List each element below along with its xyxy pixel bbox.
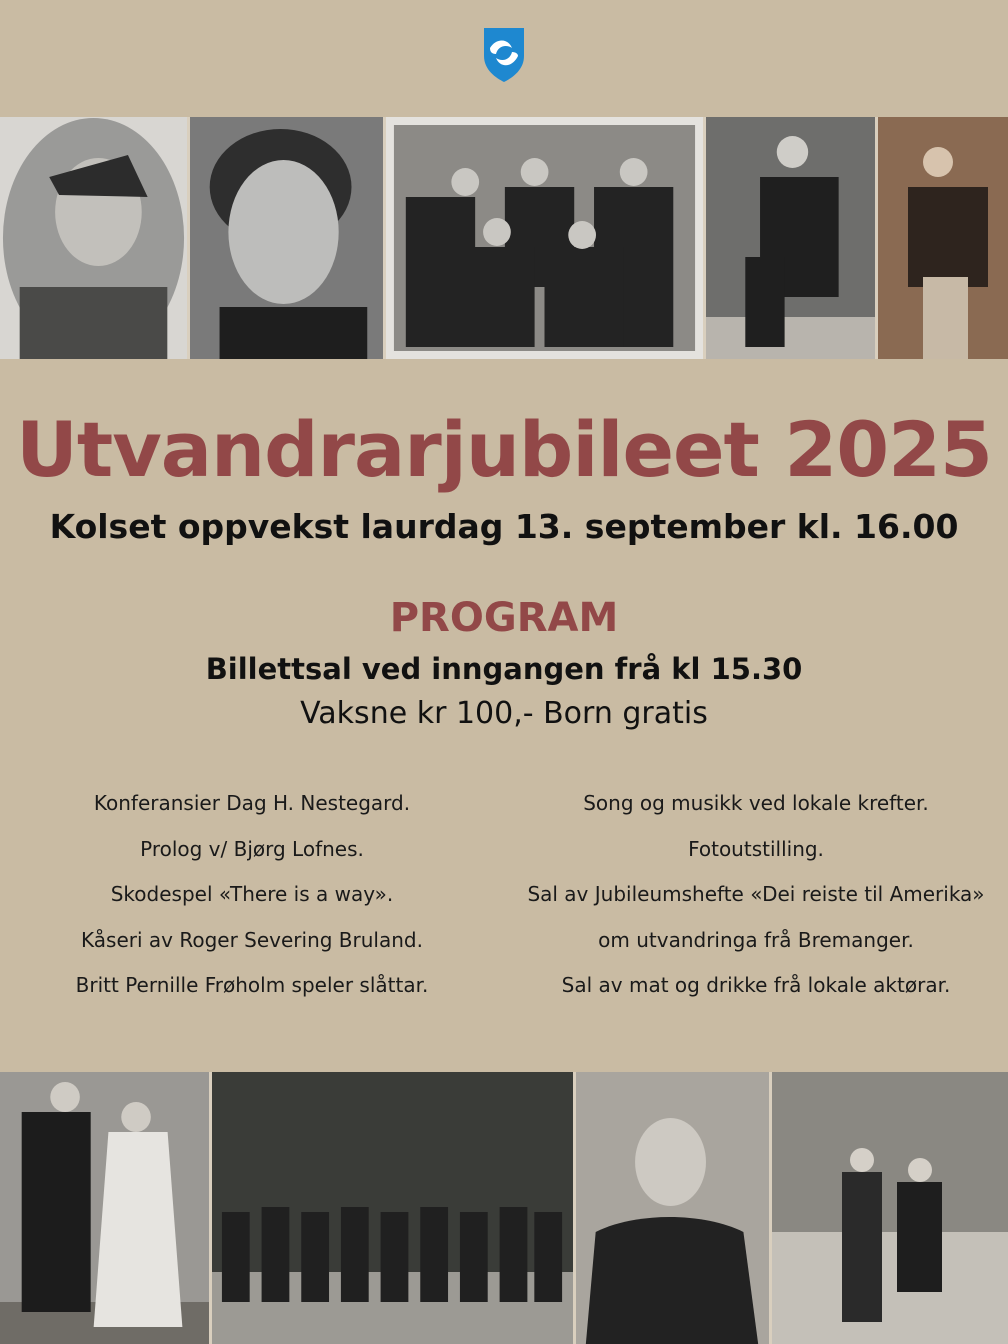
program-item: Sal av mat og drikke frå lokale aktørar. <box>561 973 951 997</box>
photo-soldier-portrait <box>0 117 190 359</box>
bottom-photo-strip <box>0 1072 1008 1344</box>
program-list-right <box>504 788 1008 1016</box>
program-item: Konferansier Dag H. Nestegard. <box>93 791 411 815</box>
program-item: om utvandringa frå Bremanger. <box>598 927 914 952</box>
photo-seated-man <box>706 117 878 359</box>
photo-large-group-outdoors <box>212 1072 576 1344</box>
program-item: Sal av Jubileumshefte «Dei reiste til Amerika» <box>527 882 985 906</box>
event-subtitle: Kolset oppvekst laurdag 13. september kl. 16.00 <box>49 507 959 546</box>
photo-wedding-couple <box>0 1072 212 1344</box>
municipal-crest-icon <box>482 26 526 84</box>
program-item: Fotoutstilling. <box>688 836 824 861</box>
ticket-info: Billettsal ved inngangen frå kl 15.30 <box>205 652 803 686</box>
program-item: Kåseri av Roger Severing Bruland. <box>81 927 423 952</box>
program-item: Britt Pernille Frøholm speler slåttar. <box>75 973 429 997</box>
photo-standing-man-brick-wall <box>878 117 1008 359</box>
top-photo-strip <box>0 117 1008 359</box>
price-info: Vaksne kr 100,- Born gratis <box>300 696 708 731</box>
program-item: Prolog v/ Bjørg Lofnes. <box>140 836 364 861</box>
event-title: Utvandrarjubileet 2025 <box>16 405 992 494</box>
photo-group-of-men <box>386 117 706 359</box>
photo-young-man <box>576 1072 772 1344</box>
program-heading: PROGRAM <box>389 595 619 641</box>
program-list-left <box>0 788 504 1016</box>
program-item: Song og musikk ved lokale krefter. <box>583 791 929 815</box>
photo-couple-on-road <box>772 1072 1008 1344</box>
photo-woman-portrait <box>190 117 386 359</box>
program-item: Skodespel «There is a way». <box>110 882 394 906</box>
